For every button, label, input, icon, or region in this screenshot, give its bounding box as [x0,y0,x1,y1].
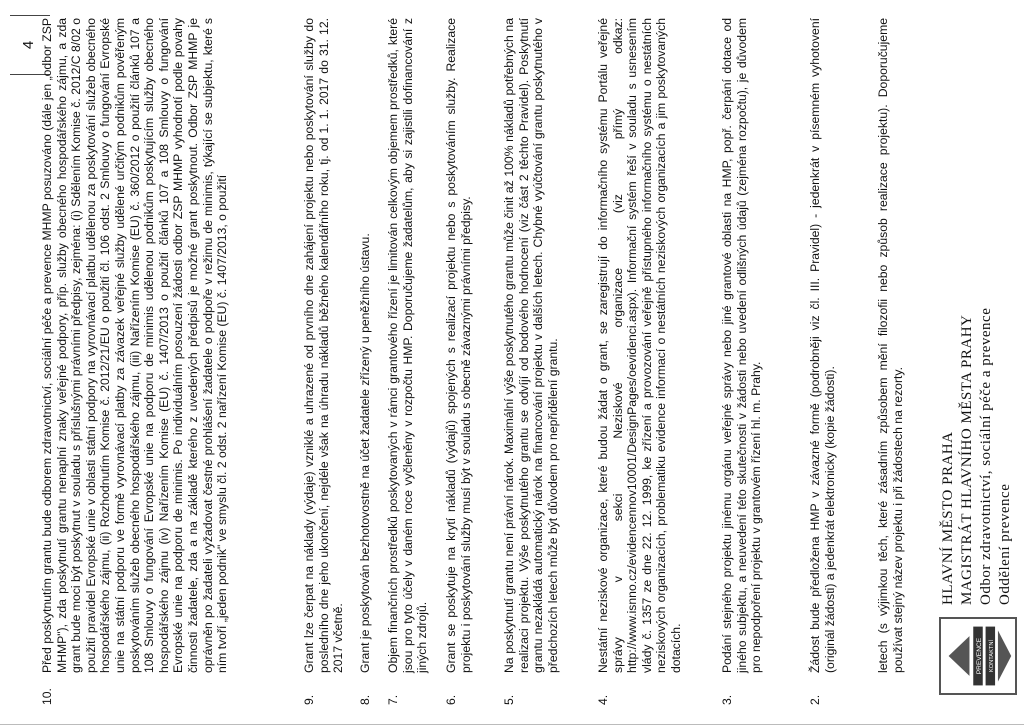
item-text: Objem finančních prostředků poskytovaných v rámci grantového řízení je limitován celkovým objemem prostředků, které jsou pro tyto účely v daném roce vyčleněny v rozpočtu HMP. Doporučujeme žadatelům, aby si zajistili dofinancování z jiných zdrojů. [386,18,430,673]
svg-text:KONTAKTNÍ: KONTAKTNÍ [989,639,996,673]
section-name: Oddělení prevence [997,483,1013,605]
item-text: Grant lze čerpat na náklady (výdaje) vzniklé a uhrazené od prvního dne zahájení projektu nebo poskytování služby do posledního dne jeho ukončení, nejdéle však na úhradu nákladů běžného kalendářního roku, tj. od 1. 1. 2017 do 31. 12. 2017 včetně. [302,18,346,673]
item-number: 2. [808,694,822,705]
city-name: HLAVNÍ MĚSTO PRAHA [940,431,956,605]
item-number: 7. [386,694,400,705]
logo-graphic [941,619,1015,693]
item-text: Před poskytnutím grantu bude odborem zdravotnictví, sociální péče a prevence MHMP posuzováno (dále jen „odbor ZSP MHMP"), zda poskytnutí grantu nenaplní znaky veřejné podpory, příp. služby obecného hospodářského zájmu, a zda grant bude moci být poskytnut v souladu s příslušnými právními předpisy, zejména: (i) Sdělením Komise č. 2012/C 8/02 o použití pravidel Evropské unie v oblasti státní podpory na vyrovnávací platbu udělenou za poskytování služeb obecného hospodářského zájmu, (ii) Rozhodnutím Komise č. 2012/21/EU o použití čl. 106 odst. 2 Smlouvy o fungování Evropské unie na státní podporu ve formě vyrovnávací platby za závazek veřejné služby udělené určitým podnikům pověřeným poskytováním služeb obecného hospodářského zájmu, (iii) Nařízením Komise (EU) č. 360/2012 o použití článků 107 a 108 Smlouvy o fungování Evropské unie na podporu de minimis udělenou podnikům poskytujícím služby obecného hospodářského zájmu (iv) Nařízením Komise (EU) č. 1407/2013 o použití článků 107 a 108 Smlouvy o fungování Evropské unie na podporu de minimis. Po individuálním posouzení žádosti odbor ZSP MHMP vyhodnotí podle povahy činnosti žadatele, zda a na základě kterého z uvedených předpisů je možné grant poskytnout. Odbor ZSP MHMP je oprávněn po žadateli vyžadovat čestné prohlášení žadatele o podpoře v režimu de minimis, týkající se subjektu, které s ním tvoří „jeden podnik" ve smyslu čl. 2 odst. 2 nařízení Komise (EU) č. 1407/2013, o použití [40,18,230,673]
item-text: Podání stejného projektu jinému orgánu veřejné správy nebo jiné grantové oblasti na HMP, popř. čerpání dotace od jiného subjektu, a neuvedení této skutečnosti v žádosti nebo uvedení odlišných údajů (zejména rozpočtu), je důvodem pro nepodpoření projektu v grantovém řízení hl. m. Prahy. [720,18,764,673]
department-name: Odbor zdravotnictví, sociální péče a prevence [978,307,994,605]
item-text: letech (s výjimkou těch, které zásadním způsobem mění filozofii nebo způsob realizace projektu). Doporučujeme používat stejný název projektu i při žádostech na rezorty. [876,18,905,673]
svg-text:PREVENCE: PREVENCE [975,637,983,675]
prevention-logo [939,617,1017,695]
item-text: Grant je poskytován bezhotovostně na účet žadatele zřízený u peněžního ústavu. [358,233,372,673]
item-number: 10. [40,688,54,705]
item-text: Nestátní neziskové organizace, které budou žádat o grant, se zaregistrují do informačního systému Portálu veřejné správy v sekci Neziskové organizace (viz přímý odkaz: http://www.isnno.cz/evidencennov10001/DesignPages/oevidenci.aspx). Informační systém řeší v souladu s usnesením vlády č. 1357 ze dne 22. 12. 1999, ke zřízení a provozování veřejně přístupného informačního systému o nestátních neziskových organizacích, problematiku evidence informací o nestátních neziskových organizacích a jim poskytovaných dotacích. [596,18,683,673]
item-number: 5. [502,694,516,705]
office-name: MAGISTRÁT HLAVNÍHO MĚSTA PRAHY [959,314,975,605]
page-number: 4 [20,40,37,50]
item-number: 6. [444,694,458,705]
item-text: Na poskytnutí grantu není právní nárok. Maximální výše poskytnutého grantu může činit až 100% nákladů potřebných na realizaci projektu. Výše poskytnutého grantu se odvíjí od bodového hodnocení (viz část 2 těchto Pravidel). Poskytnutí grantu nezakládá automatický nárok na financování projektu v dalších letech. Chybné vyúčtování grantu poskytnutého v předchozích letech může být důvodem pro nepřidělení grantu. [502,18,560,673]
item-number: 8. [358,694,372,705]
item-number: 4. [596,694,610,705]
item-text: Grant se poskytuje na krytí nákladů (výdajů) spojených s realizací projektu nebo s poskytováním služby. Realizace projektu i poskytování služby musí být v souladu s obecně závaznými právními předpisy. [444,18,473,673]
letterhead [933,5,1023,705]
item-number: 3. [720,694,734,705]
item-text: Žádost bude předložena HMP v závazné formě (podrobněji viz čl. III. Pravidel) - jedenkrát v písemném vyhotovení (originál žádosti) a jedenkrát elektronicky (kopie žádosti). [808,18,837,673]
item-number: 9. [302,694,316,705]
